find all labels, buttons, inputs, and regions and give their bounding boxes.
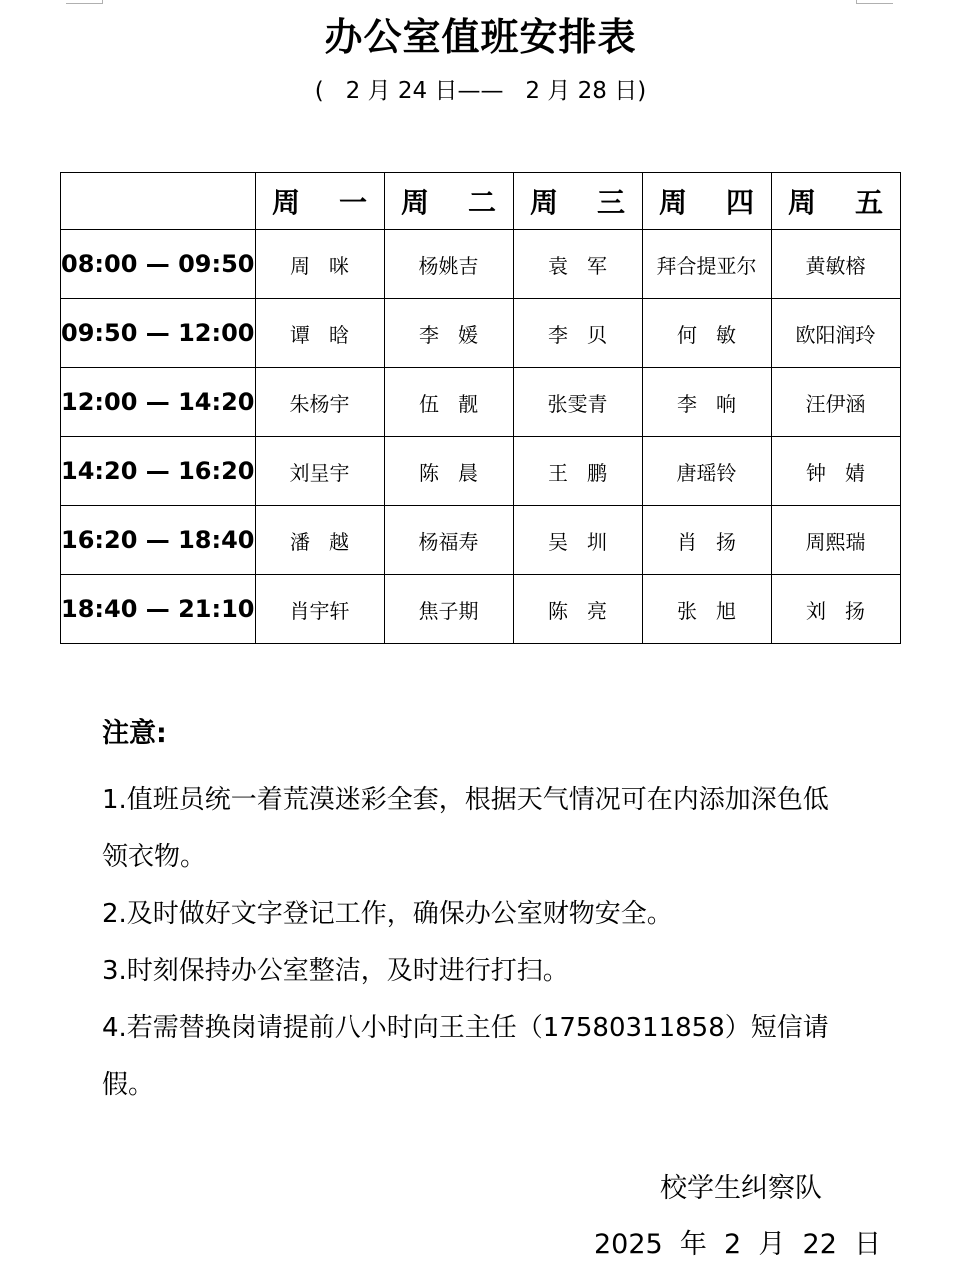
duty-name: 周熙瑞 (771, 506, 900, 575)
header-corner-cell (61, 173, 256, 230)
duty-name: 潘 越 (255, 506, 384, 575)
duty-name: 朱杨宇 (255, 368, 384, 437)
duty-name: 袁 军 (513, 230, 642, 299)
table-row (61, 299, 901, 368)
time-slot: 12:00 — 14:20 (61, 368, 256, 437)
time-slot: 14:20 — 16:20 (61, 437, 256, 506)
header-wednesday: 周 三 (513, 173, 642, 230)
header-monday: 周 一 (255, 173, 384, 230)
duty-name: 伍 靓 (384, 368, 513, 437)
date-range: ( 2 月 24 日—— 2 月 28 日) (314, 78, 647, 104)
table-header-row (61, 173, 901, 230)
duty-name: 黄敏榕 (771, 230, 900, 299)
duty-name: 肖宇轩 (255, 575, 384, 644)
notice-item: 领衣物。 (102, 842, 207, 872)
duty-name: 吴 圳 (513, 506, 642, 575)
duty-name: 李 媛 (384, 299, 513, 368)
table-row (61, 437, 901, 506)
duty-name: 李 响 (642, 368, 771, 437)
duty-name: 何 敏 (642, 299, 771, 368)
duty-schedule-table (60, 172, 901, 644)
notice-item: 1.值班员统一着荒漠迷彩全套，根据天气情况可在内添加深色低 (102, 785, 829, 815)
time-slot: 09:50 — 12:00 (61, 299, 256, 368)
corner-mark-left (66, 0, 103, 4)
duty-name: 张 旭 (642, 575, 771, 644)
header-friday: 周 五 (771, 173, 900, 230)
duty-name: 肖 扬 (642, 506, 771, 575)
duty-name: 陈 亮 (513, 575, 642, 644)
notice-section (102, 712, 872, 1114)
duty-name: 陈 晨 (384, 437, 513, 506)
time-slot: 08:00 — 09:50 (61, 230, 256, 299)
duty-name: 汪伊涵 (771, 368, 900, 437)
time-slot: 18:40 — 21:10 (61, 575, 256, 644)
signature-org: 校学生纠察队 (660, 1173, 822, 1204)
duty-name: 刘呈宇 (255, 437, 384, 506)
duty-name: 李 贝 (513, 299, 642, 368)
duty-name: 张雯青 (513, 368, 642, 437)
page-title: 办公室值班安排表 (324, 15, 637, 59)
notice-item: 4.若需替换岗请提前八小时向王主任（17580311858）短信请假。 (102, 1013, 829, 1100)
duty-name: 欧阳润玲 (771, 299, 900, 368)
duty-name: 钟 婧 (771, 437, 900, 506)
duty-name: 周 咪 (255, 230, 384, 299)
notice-item: 2.及时做好文字登记工作，确保办公室财物安全。 (102, 899, 673, 929)
table-row (61, 506, 901, 575)
duty-name: 谭 晗 (255, 299, 384, 368)
corner-mark-right (856, 0, 893, 4)
table-row (61, 368, 901, 437)
table-row (61, 230, 901, 299)
signature-date: 2025 年 2 月 22 日 (594, 1229, 882, 1260)
duty-name: 拜合提亚尔 (642, 230, 771, 299)
notice-item: 3.时刻保持办公室整洁，及时进行打扫。 (102, 956, 569, 986)
duty-name: 焦子期 (384, 575, 513, 644)
duty-name: 杨姚吉 (384, 230, 513, 299)
table-row (61, 575, 901, 644)
duty-name: 王 鹏 (513, 437, 642, 506)
notice-title: 注意: (102, 718, 167, 749)
duty-name: 杨福寿 (384, 506, 513, 575)
duty-name: 唐瑶铃 (642, 437, 771, 506)
header-tuesday: 周 二 (384, 173, 513, 230)
duty-name: 刘 扬 (771, 575, 900, 644)
time-slot: 16:20 — 18:40 (61, 506, 256, 575)
header-thursday: 周 四 (642, 173, 771, 230)
